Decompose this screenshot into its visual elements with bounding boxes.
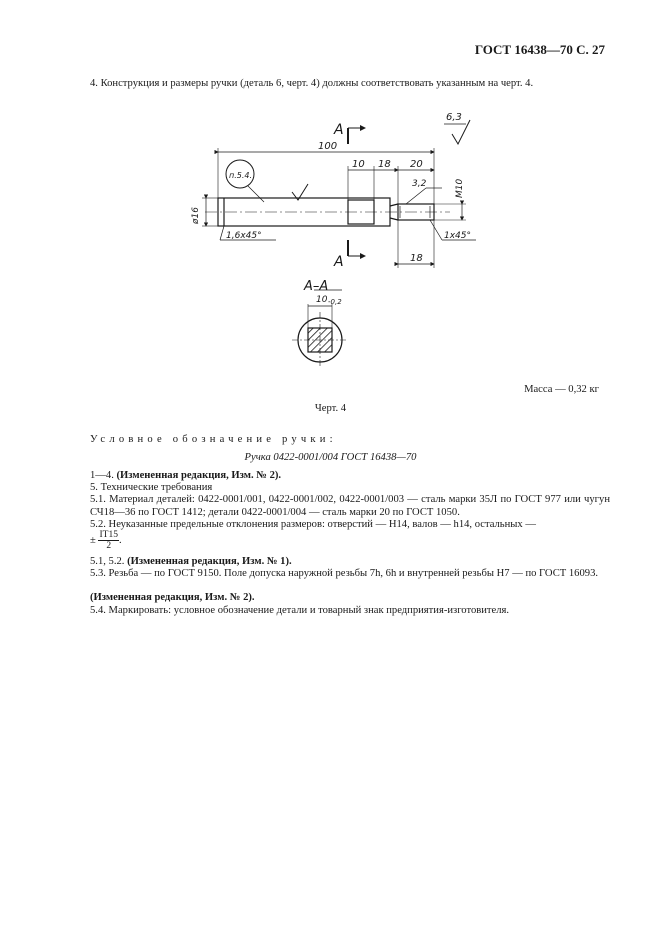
dim-20: 20 (410, 159, 423, 170)
chamfer-right: 1х45° (444, 231, 472, 241)
figure-caption: Черт. 4 (314, 403, 347, 414)
dim-18-bottom: 18 (410, 253, 423, 264)
p5152-bold: (Измененная редакция, Изм. № 1). (127, 556, 292, 567)
dia-left: ø16 (191, 207, 201, 224)
paragraph-5: 5. Технические требования (90, 482, 213, 493)
designation-example: Ручка 0422-0001/004 ГОСТ 16438—70 (244, 452, 417, 463)
section-mark-top: А (334, 122, 344, 138)
designation-heading: Условное обозначение ручки: (90, 434, 337, 445)
p53-bold: (Измененная редакция, Изм. № 2). (90, 592, 255, 603)
paragraph-5-3-bold (90, 592, 610, 605)
p14-bold: (Измененная редакция, Изм. № 2). (116, 470, 282, 481)
paragraph-5-2: 5.2. Неуказанные предельные отклонения размеров: отверстий — Н14, валов — h14, остальных — (90, 519, 536, 530)
roughness-label: 6,3 (446, 112, 462, 123)
section-tol: -0,2 (328, 298, 342, 306)
section-dim: 10 (316, 295, 328, 305)
dim-18-top: 18 (378, 159, 391, 170)
paragraph-5-3: 5.3. Резьба — по ГОСТ 9150. Поле допуска наружной резьбы 7h, 6h и внутренней резьбы Н7 — по ГОСТ 16093. (90, 568, 599, 579)
p14-num: 1—4. (90, 470, 114, 481)
fraction (98, 530, 118, 551)
paragraph-1-4 (90, 470, 610, 483)
handle-drawing (180, 100, 480, 380)
p5152-num: 5.1, 5.2. (90, 556, 125, 567)
chamfer-left: 1,6х45° (226, 231, 262, 241)
page-header: ГОСТ 16438—70 С. 27 (474, 42, 605, 57)
callout-label: п.5.4. (229, 171, 253, 180)
dim-32: 3,2 (412, 179, 427, 189)
paragraph-5-2-tolerance (90, 530, 610, 551)
paragraph-5-1-5-2 (90, 556, 610, 569)
section-title: А–А (304, 279, 329, 294)
dim-10: 10 (352, 159, 365, 170)
paragraph-5-4: 5.4. Маркировать: условное обозначение детали и товарный знак предприятия-изготовителя. (90, 605, 510, 616)
mass-label: Масса — 0,32 кг (524, 384, 599, 395)
shaft-body (218, 198, 390, 226)
fraction-den: 2 (106, 541, 112, 551)
paragraph-4: 4. Конструкция и размеры ручки (деталь 6, черт. 4) должны соответствовать указанным на черт. 4. (90, 78, 534, 89)
section-mark-bottom: А (334, 254, 344, 270)
fraction-num: IT15 (99, 530, 118, 540)
thread-label: М10 (455, 178, 465, 198)
pm-sign: ± (90, 534, 96, 546)
dim-total: 100 (318, 141, 338, 152)
paragraph-5-1: 5.1. Материал деталей: 0422-0001/001, 0422-0001/002, 0422-0001/003 — сталь марки 35Л по ГОСТ 977 или чугун СЧ18—36 по ГОСТ 1412; детали 0422-0001/004 — сталь марки 20 по ГОСТ 1050. (90, 494, 610, 518)
fraction-end: . (118, 534, 122, 546)
